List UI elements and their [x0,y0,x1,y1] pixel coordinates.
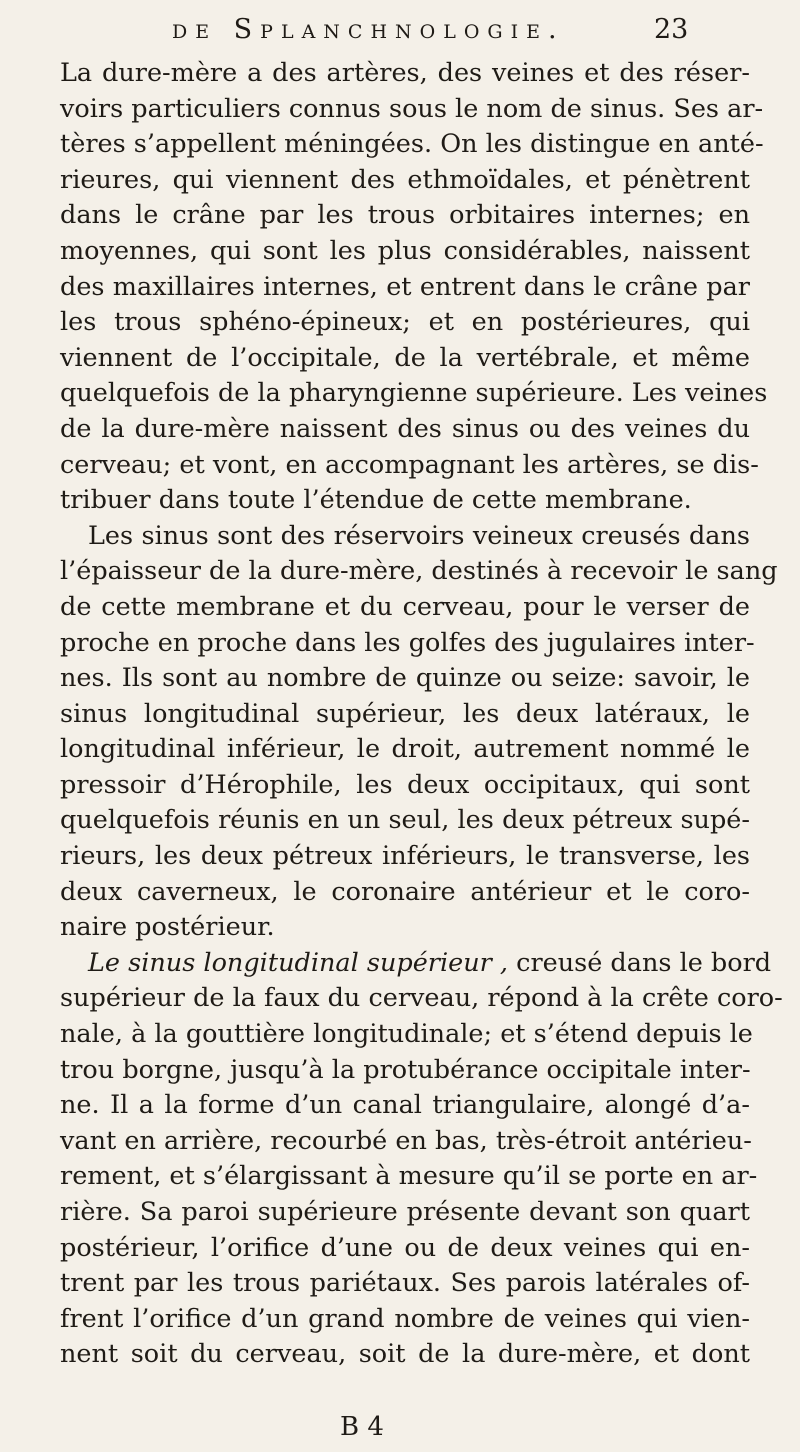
text-line: longitudinal inférieur, le droit, autrement nommé le [60,734,750,765]
text-line: trent par les trous pariétaux. Ses parois latérales of- [60,1268,750,1299]
text-line: dans le crâne par les trous orbitaires internes; en [60,200,750,231]
text-line: l’épaisseur de la dure-mère, destinés à recevoir le sang [60,556,778,587]
text-line: quelquefois de la pharyngienne supérieure. Les veines [60,378,768,409]
text-line: nent soit du cerveau, soit de la dure-mère, et dont [60,1339,750,1370]
text-line: viennent de l’occipitale, de la vertébrale, et même [60,342,750,373]
text-line: de la dure-mère naissent des sinus ou des veines du [60,413,750,444]
page-number: 23 [654,14,689,45]
text-line: des maxillaires internes, et entrent dans le crâne par [60,271,750,302]
text-line: rieurs, les deux pétreux inférieurs, le transverse, les [60,841,750,872]
running-title: de Splanchnologie. [172,14,565,45]
text-line: Les sinus sont des réservoirs veineux creusés dans [88,520,750,551]
text-line: sinus longitudinal supérieur, les deux latéraux, le [60,698,750,729]
text-line: deux caverneux, le coronaire antérieur et le coro- [60,876,750,907]
text-line: moyennes, qui sont les plus considérables, naissent [60,235,750,266]
text-line: La dure-mère a des artères, des veines et des réser- [60,58,750,88]
signature-mark: B 4 [340,1412,384,1442]
text-line: voirs particuliers connus sous le nom de sinus. Ses ar- [60,93,764,124]
text-line: cerveau; et vont, en accompagnant les artères, se dis- [60,449,759,480]
text-line: frent l’orifice d’un grand nombre de veines qui vien- [60,1303,750,1334]
text-line: naire postérieur. [60,912,275,943]
running-header [0,6,800,50]
text-line: les trous sphéno-épineux; et en postérieures, qui [60,307,750,338]
text-line: supérieur de la faux du cerveau, répond à la crête coro- [60,983,783,1014]
text-line: tribuer dans toute l’étendue de cette membrane. [60,485,692,516]
text-line: trou borgne, jusqu’à la protubérance occipitale inter- [60,1054,751,1085]
text-line: rement, et s’élargissant à mesure qu’il se porte en ar- [60,1161,758,1192]
text-line: ne. Il a la forme d’un canal triangulaire, alongé d’a- [60,1090,750,1121]
italic-heading: Le sinus longitudinal supérieur , [88,947,509,978]
text-line: proche en proche dans les golfes des jugulaires inter- [60,627,755,658]
body-text [60,56,783,1373]
text-line: de cette membrane et du cerveau, pour le verser de [60,591,750,622]
text-line: rière. Sa paroi supérieure présente devant son quart [60,1197,750,1227]
text-line: nes. Ils sont au nombre de quinze ou seize: savoir, le [60,663,750,694]
text-line: rieures, qui viennent des ethmoïdales, et pénètrent [60,164,750,195]
text-line: pressoir d’Hérophile, les deux occipitaux, qui sont [60,769,750,800]
text-line: vant en arrière, recourbé en bas, très-étroit antérieu- [60,1125,752,1156]
heading-continuation: creusé dans le bord [516,947,772,978]
text-line: nale, à la gouttière longitudinale; et s’étend depuis le [60,1019,753,1050]
text-line: tères s’appellent méningées. On les distingue en anté- [60,129,764,160]
text-line-with-heading [60,946,772,982]
text-line: quelquefois réunis en un seul, les deux pétreux supé- [60,805,750,836]
text-line: postérieur, l’orifice d’une ou de deux veines qui en- [60,1232,750,1263]
